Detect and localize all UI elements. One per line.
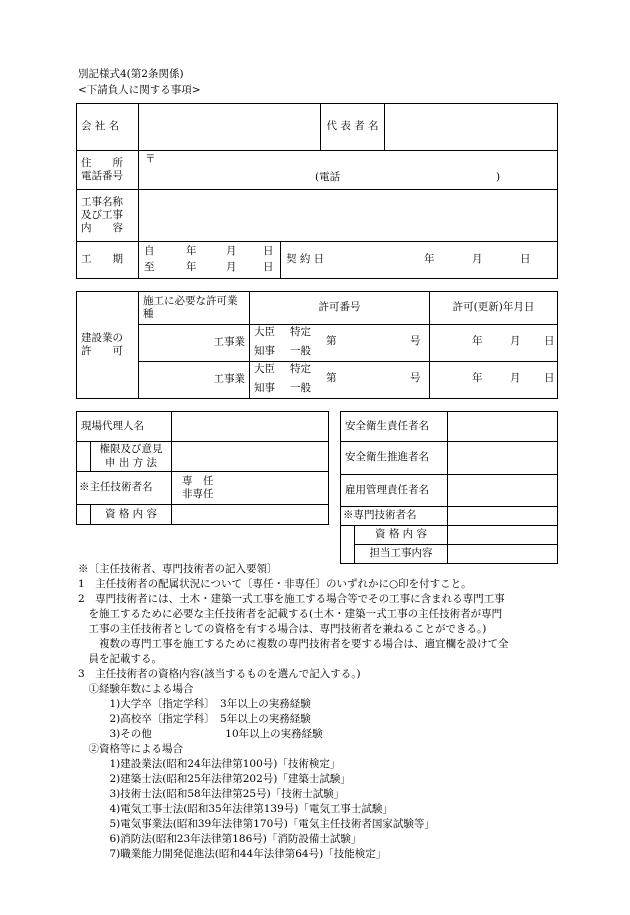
company-name-field[interactable] bbox=[139, 104, 321, 151]
col-number-header: 許可番号 bbox=[250, 292, 430, 325]
number-field-1[interactable] bbox=[250, 325, 430, 362]
safety-manager-label: 安全衛生責任者名 bbox=[341, 412, 448, 442]
special-work-label: 担当工事内容 bbox=[355, 545, 448, 564]
work-name-label-1: 工事名称 bbox=[81, 195, 123, 208]
number-field-2[interactable] bbox=[250, 362, 430, 399]
employment-manager-field[interactable] bbox=[448, 475, 558, 507]
note-line: 1)建設業法(昭和24年法律第100号)「技術検定」 bbox=[78, 758, 341, 770]
qualification-field[interactable] bbox=[172, 505, 329, 525]
tokutei-label: 特定 bbox=[290, 363, 311, 375]
to-year: 年 bbox=[186, 261, 197, 273]
license-row-2 bbox=[77, 362, 558, 399]
note-line: 3 主任技術者の資格内容(該当するものを選んで記入する。) bbox=[78, 668, 361, 680]
license-month: 月 bbox=[510, 335, 521, 347]
authority-field[interactable] bbox=[172, 442, 329, 472]
hisenin-option[interactable]: 非専任 bbox=[182, 488, 214, 500]
note-line: 5)電気事業法(昭和39年法律第170号)「電気主任技術者国家試験等」 bbox=[78, 818, 435, 830]
from-day: 日 bbox=[263, 245, 274, 257]
license-day: 日 bbox=[544, 335, 555, 347]
ippan-label: 一般 bbox=[290, 345, 311, 357]
period-label: 工 期 bbox=[77, 242, 139, 279]
license-table bbox=[76, 291, 558, 399]
note-line: ①経験年数による場合 bbox=[78, 683, 194, 695]
indent-cell bbox=[341, 545, 355, 564]
representative-label: 代 表 者 名 bbox=[321, 104, 385, 151]
site-agent-field[interactable] bbox=[172, 412, 329, 442]
company-table bbox=[76, 103, 558, 279]
phone-label: 電話番号 bbox=[81, 170, 123, 182]
go-label: 号 bbox=[410, 335, 421, 347]
note-line: 複数の専門工事を施工するために複数の専門技術者を要する場合は、適宜欄を設けて全 bbox=[78, 638, 509, 650]
col-date-header: 許可(更新)年月日 bbox=[430, 292, 558, 325]
note-line: 6)消防法(昭和23年法律第186号)「消防設備士試験」 bbox=[78, 833, 362, 845]
special-engineer-field[interactable] bbox=[448, 507, 558, 526]
note-line: 工事の主任技術者としての資格を有する場合は、専門技術者を兼ねることができる。) bbox=[78, 623, 487, 635]
representative-field[interactable] bbox=[385, 104, 558, 151]
contract-day: 日 bbox=[520, 253, 531, 265]
work-content-field[interactable] bbox=[139, 190, 558, 242]
indent-cell bbox=[77, 442, 91, 472]
period-divider bbox=[280, 242, 281, 278]
note-line: 7)職業能力開発促進法(昭和44年法律第64号)「技能検定」 bbox=[78, 848, 387, 860]
license-month: 月 bbox=[510, 372, 521, 384]
work-name-label-2: 及び工事 bbox=[81, 208, 123, 221]
from-month: 月 bbox=[226, 245, 237, 257]
note-line: 1)大学卒〔指定学科〕 3年以上の実務経験 bbox=[78, 698, 311, 710]
chiji-label: 知事 bbox=[254, 345, 275, 357]
chief-engineer-label: ※主任技術者名 bbox=[77, 472, 172, 505]
form-subtitle: <下請負人に関する事項> bbox=[78, 84, 201, 96]
note-line: 2)建築士法(昭和25年法律第202号)「建築士試験」 bbox=[78, 773, 351, 785]
senin-option[interactable]: 専 任 bbox=[182, 474, 214, 487]
ippan-label: 一般 bbox=[290, 382, 311, 394]
special-qualification-label: 資 格 内 容 bbox=[355, 526, 448, 545]
from-label: 自 bbox=[144, 245, 155, 257]
company-name-label: 会 社 名 bbox=[77, 104, 139, 151]
safety-promoter-label: 安全衛生推進者名 bbox=[341, 442, 448, 475]
site-agent-label: 現場代理人名 bbox=[77, 412, 172, 442]
dai-label: 第 bbox=[326, 335, 337, 347]
work-name-label-3: 内 容 bbox=[81, 222, 123, 235]
license-row-1 bbox=[77, 325, 558, 362]
license-year: 年 bbox=[472, 335, 483, 347]
go-label: 号 bbox=[410, 372, 421, 384]
to-day: 日 bbox=[263, 261, 274, 273]
chief-engineer-field[interactable] bbox=[172, 472, 329, 505]
col-trade-header: 施工に必要な許可業種 bbox=[139, 292, 250, 325]
period-dates[interactable] bbox=[139, 242, 280, 278]
license-label-2: 許 可 bbox=[81, 345, 123, 357]
note-line: 員を記載する。 bbox=[78, 653, 162, 665]
note-line: 1 主任技術者の配属状況について〔専任・非専任〕のいずれかに○印を付すこと。 bbox=[78, 578, 472, 590]
daijin-label: 大臣 bbox=[254, 363, 275, 375]
date-field-1[interactable] bbox=[430, 325, 558, 362]
note-line: 3)その他 10年以上の実務経験 bbox=[78, 728, 323, 740]
date-field-2[interactable] bbox=[430, 362, 558, 399]
address-label: 住 所 bbox=[81, 156, 123, 169]
address-field[interactable] bbox=[139, 151, 558, 190]
note-line: 4)電気工事士法(昭和35年法律第139号)「電気工事士試験」 bbox=[78, 803, 393, 815]
indent-cell bbox=[77, 505, 91, 525]
authority-label-1: 権限及び意見 bbox=[99, 443, 163, 456]
phone-close: ) bbox=[496, 171, 501, 183]
qualification-label: 資 格 内 容 bbox=[91, 505, 172, 525]
note-line: ②資格等による場合 bbox=[78, 743, 183, 755]
daijin-label: 大臣 bbox=[254, 326, 275, 338]
special-work-field[interactable] bbox=[448, 545, 558, 564]
contract-month: 月 bbox=[472, 253, 483, 265]
license-label-1: 建設業の bbox=[81, 331, 123, 344]
special-engineer-label: ※専門技術者名 bbox=[341, 507, 448, 526]
form-number: 別記様式4(第2条関係) bbox=[78, 68, 184, 80]
safety-promoter-field[interactable] bbox=[448, 442, 558, 475]
dai-label: 第 bbox=[326, 372, 337, 384]
trade-field-2[interactable]: 工事業 bbox=[139, 362, 250, 399]
to-label: 至 bbox=[144, 261, 155, 273]
note-line: 3)技術士法(昭和58年法律第25号)「技術士試験」 bbox=[78, 788, 345, 800]
contract-year: 年 bbox=[424, 253, 435, 265]
period-row bbox=[139, 242, 558, 279]
to-month: 月 bbox=[226, 261, 237, 273]
phone-open: (電話 bbox=[315, 171, 341, 183]
authority-label-2: 申 出 方 法 bbox=[104, 456, 157, 469]
postal-mark: 〒 bbox=[145, 153, 156, 165]
license-year: 年 bbox=[472, 372, 483, 384]
license-day: 日 bbox=[544, 372, 555, 384]
from-year: 年 bbox=[186, 245, 197, 257]
note-line: 2)高校卒〔指定学科〕 5年以上の実務経験 bbox=[78, 713, 311, 725]
right-staff-table bbox=[340, 411, 558, 564]
contract-date-label: 契 約 日 bbox=[286, 253, 325, 265]
note-line: ※〔主任技術者、専門技術者の記入要領〕 bbox=[78, 563, 278, 575]
employment-manager-label: 雇用管理責任者名 bbox=[341, 475, 448, 507]
safety-manager-field[interactable] bbox=[448, 412, 558, 442]
indent-cell bbox=[341, 526, 355, 545]
chiji-label: 知事 bbox=[254, 382, 275, 394]
left-staff-table bbox=[76, 411, 329, 525]
note-line: を施工するために必要な主任技術者を記載する(土木・建築一式工事の主任技術者が専門 bbox=[78, 608, 503, 620]
special-qualification-field[interactable] bbox=[448, 526, 558, 545]
note-line: 2 専門技術者には、土木・建築一式工事を施工する場合等でその工事に含まれる専門工事 bbox=[78, 593, 505, 605]
tokutei-label: 特定 bbox=[290, 326, 311, 338]
trade-field-1[interactable]: 工事業 bbox=[139, 325, 250, 362]
